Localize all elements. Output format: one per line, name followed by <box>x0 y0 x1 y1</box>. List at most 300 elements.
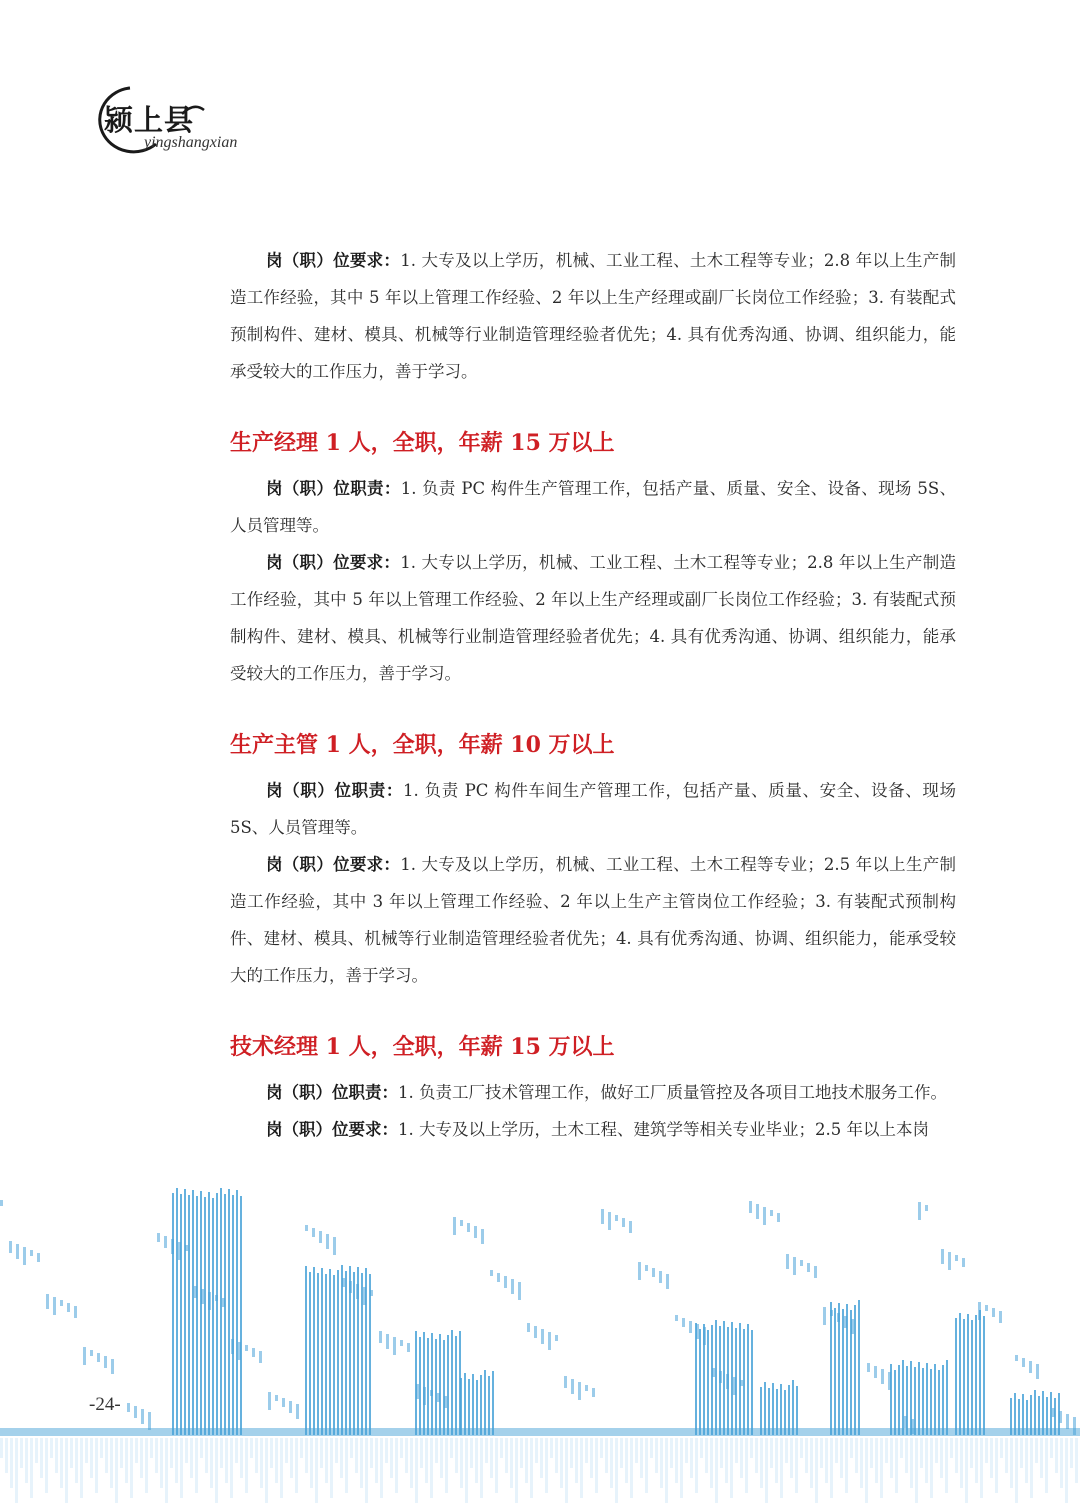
skyline-bar <box>231 1339 234 1354</box>
skyline-bar <box>80 1438 83 1498</box>
skyline-bar <box>110 1438 113 1488</box>
skyline-bar <box>215 1438 218 1503</box>
skyline-bar <box>1065 1438 1068 1503</box>
skyline-bar <box>465 1438 468 1503</box>
skyline-bar <box>645 1438 648 1493</box>
requirements-label: 岗（职）位要求： <box>266 1120 398 1139</box>
skyline-bar <box>842 1309 844 1435</box>
skyline-bar <box>427 1338 429 1435</box>
skyline-bar <box>105 1438 108 1473</box>
skyline-bar <box>1055 1438 1058 1473</box>
skyline-bar <box>140 1438 143 1478</box>
skyline-bar <box>185 1438 188 1463</box>
skyline-bar <box>815 1438 818 1503</box>
skyline-bar <box>860 1438 863 1488</box>
skyline-bar <box>795 1438 798 1493</box>
skyline-bar <box>275 1395 278 1401</box>
skyline-bar <box>355 1438 358 1473</box>
skyline-bar <box>1050 1438 1053 1458</box>
skyline-bar <box>326 1234 329 1249</box>
skyline-bar <box>905 1438 908 1473</box>
skyline-bar <box>1010 1438 1013 1488</box>
skyline-bar <box>788 1385 790 1435</box>
skyline-bar <box>345 1438 348 1493</box>
skyline-bar <box>760 1387 762 1435</box>
skyline-bar <box>210 1438 213 1488</box>
logo-pinyin: yingshangxian <box>144 134 238 151</box>
skyline-bar <box>386 1334 389 1349</box>
skyline-bar <box>337 1270 339 1435</box>
skyline-bar <box>967 1314 969 1435</box>
skyline-bar <box>910 1438 913 1488</box>
skyline-bar <box>530 1438 533 1498</box>
skyline-bar <box>180 1194 182 1435</box>
skyline-bar <box>760 1438 763 1488</box>
requirements-label: 岗（职）位要求： <box>266 553 401 572</box>
skyline-bar <box>333 1237 336 1255</box>
skyline-bar <box>622 1218 625 1227</box>
skyline-bar <box>488 1376 490 1435</box>
skyline-bar <box>814 1266 817 1278</box>
skyline-bar <box>665 1438 668 1503</box>
skyline-bar <box>480 1438 483 1498</box>
skyline-bar <box>730 1438 733 1498</box>
skyline-bar <box>194 1286 197 1298</box>
skyline-bar <box>772 1383 774 1435</box>
skyline-bar <box>655 1438 658 1473</box>
skyline-bar <box>232 1195 234 1435</box>
skyline-bar <box>419 1337 421 1435</box>
skyline-bar <box>363 1287 366 1305</box>
skyline-bar <box>1035 1438 1038 1463</box>
skyline-bar <box>443 1340 445 1435</box>
duties-label: 岗（职）位职责： <box>266 479 401 498</box>
skyline-bar <box>720 1438 723 1468</box>
skyline-bar <box>53 1297 56 1315</box>
skyline-bar <box>361 1273 363 1435</box>
skyline-bar <box>188 1195 190 1435</box>
skyline-bar <box>975 1438 978 1483</box>
skyline-bar <box>785 1438 788 1463</box>
skyline-bar <box>898 1365 900 1435</box>
skyline-bar <box>196 1196 198 1435</box>
skyline-bar <box>325 1274 327 1435</box>
skyline-bar <box>920 1438 923 1468</box>
skyline-bar <box>393 1337 396 1355</box>
skyline-bar <box>245 1345 248 1351</box>
skyline-bar <box>548 1332 551 1350</box>
skyline-bar <box>978 1302 981 1320</box>
skyline-bar <box>955 1438 958 1473</box>
skyline-bar <box>1015 1355 1018 1361</box>
city-skyline-illustration <box>0 1160 1080 1505</box>
skyline-bar <box>565 1438 568 1503</box>
skyline-bar <box>390 1438 393 1478</box>
requirements-text: 1. 大专及以上学历，机械、工业工程、土木工程等专业；2.5 年以上生产制造工作经验，其中 3 年以上管理工作经验、2 年以上生产主管岗位工作经验；3. 有装配式预制构件、建材、模具、机械等行业制造管理经验者优先；4. 具有优秀沟通、协调、组织能力，能承受较大的工作压力，善于学习。 <box>230 855 956 985</box>
job-heading: 生产主管 1 人，全职，年薪 10 万以上 <box>230 732 615 758</box>
skyline-bar <box>710 1438 713 1488</box>
skyline-bar <box>970 1438 973 1468</box>
skyline-bar <box>585 1438 588 1463</box>
skyline-bar <box>134 1406 137 1418</box>
skyline-bar <box>904 1416 907 1428</box>
skyline-bar <box>715 1438 718 1503</box>
skyline-bar <box>755 1438 758 1473</box>
skyline-bar <box>60 1300 63 1306</box>
skyline-bar <box>1005 1438 1008 1473</box>
skyline-bar <box>445 1438 448 1493</box>
skyline-bar <box>215 1295 218 1301</box>
skyline-bar <box>750 1438 753 1458</box>
skyline-bar <box>777 1213 780 1222</box>
skyline-bar <box>268 1392 271 1410</box>
skyline-bar <box>540 1438 543 1478</box>
requirements-text: 1. 大专及以上学历，土木工程、建筑学等相关专业毕业；2.5 年以上本岗 <box>398 1120 929 1139</box>
skyline-bar <box>285 1438 288 1463</box>
skyline-bar <box>170 1438 173 1468</box>
skyline-bar <box>780 1384 782 1435</box>
skyline-bar <box>941 1249 944 1264</box>
skyline-bar <box>460 1438 463 1488</box>
skyline-bar <box>608 1212 611 1230</box>
skyline-bar <box>379 1331 382 1343</box>
skyline-bar <box>319 1231 322 1243</box>
skyline-bar <box>630 1438 633 1498</box>
skyline-bar <box>520 1438 523 1468</box>
skyline-bar <box>601 1209 604 1224</box>
skyline-bar <box>130 1438 133 1498</box>
skyline-bar <box>635 1438 638 1463</box>
skyline-bar <box>201 1289 204 1304</box>
skyline-bar <box>680 1438 683 1498</box>
skyline-bar <box>312 1228 315 1237</box>
skyline-bar <box>250 1438 253 1458</box>
skyline-bar <box>270 1438 273 1468</box>
skyline-bar <box>946 1360 948 1435</box>
skyline-bar <box>120 1438 123 1468</box>
skyline-bar <box>592 1388 595 1397</box>
skyline-bar <box>125 1438 128 1483</box>
skyline-bar <box>238 1342 241 1360</box>
job-duties <box>230 772 956 846</box>
skyline-bar <box>605 1438 608 1473</box>
skyline-bar <box>504 1276 507 1288</box>
skyline-bar <box>629 1221 632 1233</box>
skyline-bar <box>208 1292 211 1310</box>
skyline-bar <box>685 1438 688 1463</box>
skyline-bar <box>369 1274 371 1435</box>
skyline-bar <box>90 1350 93 1356</box>
job-heading: 生产经理 1 人，全职，年薪 15 万以上 <box>230 430 615 456</box>
skyline-bar <box>925 1205 928 1211</box>
skyline-bar <box>733 1377 736 1395</box>
skyline-bar <box>810 1438 813 1488</box>
skyline-bar <box>719 1371 722 1383</box>
skyline-bar <box>751 1330 753 1435</box>
skyline-bar <box>180 1438 183 1498</box>
skyline-bar <box>696 1324 699 1339</box>
skyline-bar <box>97 1353 100 1362</box>
skyline-bar <box>447 1335 449 1435</box>
skyline-bar <box>171 1239 174 1254</box>
skyline-bar <box>807 1263 810 1272</box>
skyline-bar <box>575 1438 578 1483</box>
skyline-bar <box>854 1305 856 1435</box>
skyline-bar <box>321 1268 323 1435</box>
skyline-bar <box>995 1438 998 1493</box>
skyline-bar <box>855 1438 858 1473</box>
skyline-bar <box>295 1438 298 1493</box>
skyline-bar <box>317 1273 319 1435</box>
skyline-bar <box>838 1303 840 1435</box>
skyline-bar <box>335 1438 338 1463</box>
duties-label: 岗（职）位职责： <box>266 1083 398 1102</box>
skyline-bar <box>310 1438 313 1488</box>
skyline-bar <box>175 1438 178 1483</box>
skyline-bar <box>255 1438 258 1473</box>
skyline-bar <box>867 1363 870 1372</box>
skyline-bar <box>200 1191 202 1435</box>
skyline-bar <box>480 1375 482 1435</box>
skyline-bar <box>172 1193 174 1435</box>
duties-label: 岗（职）位职责： <box>266 781 403 800</box>
skyline-bar <box>950 1438 953 1458</box>
skyline-bar <box>455 1438 458 1473</box>
skyline-bar <box>962 1258 965 1267</box>
skyline-bar <box>236 1190 238 1435</box>
skyline-bar <box>770 1210 773 1216</box>
skyline-bar <box>1040 1438 1043 1478</box>
skyline-bar <box>365 1438 368 1503</box>
skyline-bar <box>615 1438 618 1503</box>
skyline-bar <box>659 1271 662 1283</box>
skyline-bar <box>660 1438 663 1488</box>
skyline-bar <box>578 1382 581 1400</box>
skyline-bar <box>902 1360 904 1435</box>
skyline-bar <box>259 1351 262 1363</box>
skyline-bar <box>490 1438 493 1478</box>
skyline-bar <box>60 1438 63 1488</box>
skyline-bar <box>880 1438 883 1498</box>
skyline-bar <box>405 1438 408 1473</box>
skyline-bar <box>990 1438 993 1478</box>
skyline-bar <box>960 1438 963 1488</box>
requirements-label: 岗（职）位要求： <box>266 855 401 874</box>
skyline-bar <box>192 1190 194 1435</box>
skyline-bar <box>541 1329 544 1344</box>
skyline-bar <box>690 1438 693 1478</box>
skyline-bar <box>823 1307 826 1325</box>
skyline-bar <box>739 1323 741 1435</box>
skyline-bar <box>360 1438 363 1488</box>
skyline-bar <box>356 1284 359 1299</box>
skyline-bar <box>830 1302 832 1435</box>
skyline-bar <box>205 1438 208 1473</box>
skyline-bar <box>865 1438 868 1503</box>
skyline-bar <box>468 1379 470 1435</box>
skyline-bar <box>955 1318 957 1435</box>
skyline-bar <box>375 1438 378 1483</box>
skyline-bar <box>95 1438 98 1493</box>
skyline-bar <box>290 1438 293 1478</box>
skyline-bar <box>666 1274 669 1289</box>
skyline-bar <box>895 1438 898 1493</box>
skyline-bar <box>135 1438 138 1463</box>
skyline-bar <box>980 1438 983 1498</box>
skyline-bar <box>922 1368 924 1435</box>
skyline-bar <box>796 1386 798 1435</box>
intro-requirements <box>230 242 956 390</box>
skyline-bar <box>184 1189 186 1435</box>
skyline-bar <box>0 1428 1080 1436</box>
skyline-bar <box>83 1347 86 1365</box>
skyline-bar <box>115 1438 118 1503</box>
skyline-bar <box>756 1204 759 1219</box>
skyline-bar <box>825 1438 828 1483</box>
skyline-bar <box>534 1326 537 1338</box>
skyline-bar <box>35 1438 38 1463</box>
skyline-bar <box>349 1281 352 1293</box>
skyline-bar <box>1000 1438 1003 1458</box>
skyline-bar <box>640 1438 643 1478</box>
skyline-bar <box>580 1438 583 1498</box>
skyline-bar <box>111 1359 114 1374</box>
skyline-bar <box>874 1366 877 1378</box>
skyline-bar <box>305 1438 308 1473</box>
skyline-bar <box>1059 1411 1062 1423</box>
skyline-bar <box>420 1438 423 1468</box>
skyline-bar <box>353 1272 355 1435</box>
skyline-bar <box>595 1438 598 1493</box>
skyline-bar <box>979 1310 981 1435</box>
skyline-bar <box>467 1223 470 1232</box>
skyline-bar <box>240 1438 243 1478</box>
job-heading: 技术经理 1 人，全职，年薪 15 万以上 <box>230 1034 615 1060</box>
skyline-bar <box>535 1438 538 1463</box>
skyline-bar <box>90 1438 93 1478</box>
skyline-bar <box>195 1438 198 1493</box>
skyline-bar <box>555 1438 558 1473</box>
skyline-bar <box>1029 1361 1032 1373</box>
skyline-bar <box>764 1382 766 1435</box>
skyline-bar <box>453 1217 456 1235</box>
skyline-bar <box>942 1365 944 1435</box>
skyline-bar <box>40 1438 43 1478</box>
skyline-bar <box>10 1438 13 1488</box>
skyline-bar <box>500 1438 503 1458</box>
skyline-bar <box>484 1370 486 1435</box>
skyline-bar <box>289 1401 292 1413</box>
skyline-bar <box>437 1393 440 1402</box>
skyline-bar <box>470 1438 473 1468</box>
skyline-bar <box>15 1438 18 1503</box>
skyline-bar <box>430 1390 433 1396</box>
skyline-bar <box>176 1188 178 1435</box>
skyline-bar <box>30 1250 33 1256</box>
skyline-bar <box>926 1363 928 1435</box>
skyline-bar <box>800 1260 803 1266</box>
skyline-bar <box>703 1327 706 1345</box>
skyline-bar <box>23 1247 26 1265</box>
skyline-bar <box>881 1369 884 1384</box>
skyline-bar <box>330 1438 333 1498</box>
skyline-bar <box>670 1438 673 1468</box>
skyline-bar <box>400 1340 403 1346</box>
skyline-bar <box>5 1438 8 1473</box>
skyline-bar <box>1015 1438 1018 1503</box>
skyline-bar <box>220 1188 222 1435</box>
skyline-bar <box>164 1236 167 1248</box>
skyline-bar <box>235 1438 238 1463</box>
skyline-bar <box>472 1374 474 1435</box>
skyline-bar <box>55 1438 58 1473</box>
skyline-bar <box>440 1438 443 1478</box>
skyline-bar <box>511 1279 514 1294</box>
skyline-bar <box>208 1192 210 1435</box>
skyline-bar <box>615 1215 618 1221</box>
skyline-bar <box>844 1316 847 1328</box>
skyline-bar <box>725 1438 728 1483</box>
requirements-text: 1. 大专以上学历，机械、工业工程、土木工程等专业；2.8 年以上生产制造工作经验，其中 5 年以上管理工作经验、2 年以上生产经理或副厂长岗位工作经验；3. 有装配式预制构件、建材、模具、机械等行业制造管理经验者优先；4. 具有优秀沟通、协调、组织能力，能承受较大的工作压力，善于学习。 <box>230 553 956 683</box>
skyline-bar <box>834 1308 836 1435</box>
job-requirements <box>230 846 956 994</box>
skyline-bar <box>745 1438 748 1493</box>
skyline-bar <box>830 1438 833 1498</box>
skyline-bar <box>800 1438 803 1458</box>
skyline-bar <box>918 1362 920 1435</box>
job-requirements <box>230 1111 956 1148</box>
skyline-bar <box>160 1438 163 1488</box>
skyline-bar <box>240 1196 242 1435</box>
skyline-bar <box>157 1233 160 1242</box>
skyline-bar <box>840 1438 843 1478</box>
skyline-bar <box>70 1438 73 1468</box>
skyline-bar <box>100 1438 103 1458</box>
skyline-bar <box>370 1290 373 1296</box>
skyline-bar <box>416 1384 419 1399</box>
skyline-bar <box>497 1273 500 1282</box>
skyline-bar <box>620 1438 623 1468</box>
article-body <box>230 242 956 1148</box>
page-number: -24- <box>86 1394 124 1416</box>
skyline-bar <box>228 1189 230 1435</box>
skyline-bar <box>50 1438 53 1458</box>
skyline-bar <box>30 1438 33 1498</box>
skyline-bar <box>1075 1438 1078 1483</box>
skyline-bar <box>485 1438 488 1463</box>
skyline-bar <box>963 1319 965 1435</box>
skyline-bar <box>985 1305 988 1311</box>
skyline-bar <box>850 1438 853 1458</box>
skyline-bar <box>407 1343 410 1352</box>
skyline-bar <box>1066 1414 1069 1429</box>
skyline-bar <box>190 1438 193 1478</box>
skyline-bar <box>1060 1438 1063 1488</box>
skyline-bar <box>940 1438 943 1478</box>
skyline-bar <box>780 1438 783 1498</box>
skyline-bar <box>0 1200 3 1206</box>
skyline-bar <box>735 1438 738 1463</box>
skyline-bar <box>296 1404 299 1419</box>
skyline-bar <box>918 1202 921 1220</box>
skyline-bar <box>165 1438 168 1503</box>
skyline-bar <box>707 1330 709 1435</box>
skyline-bar <box>415 1331 417 1435</box>
skyline-bar <box>775 1438 778 1483</box>
requirements-label: 岗（职）位要求： <box>266 251 401 270</box>
skyline-bar <box>350 1438 353 1458</box>
skyline-bar <box>492 1371 494 1435</box>
